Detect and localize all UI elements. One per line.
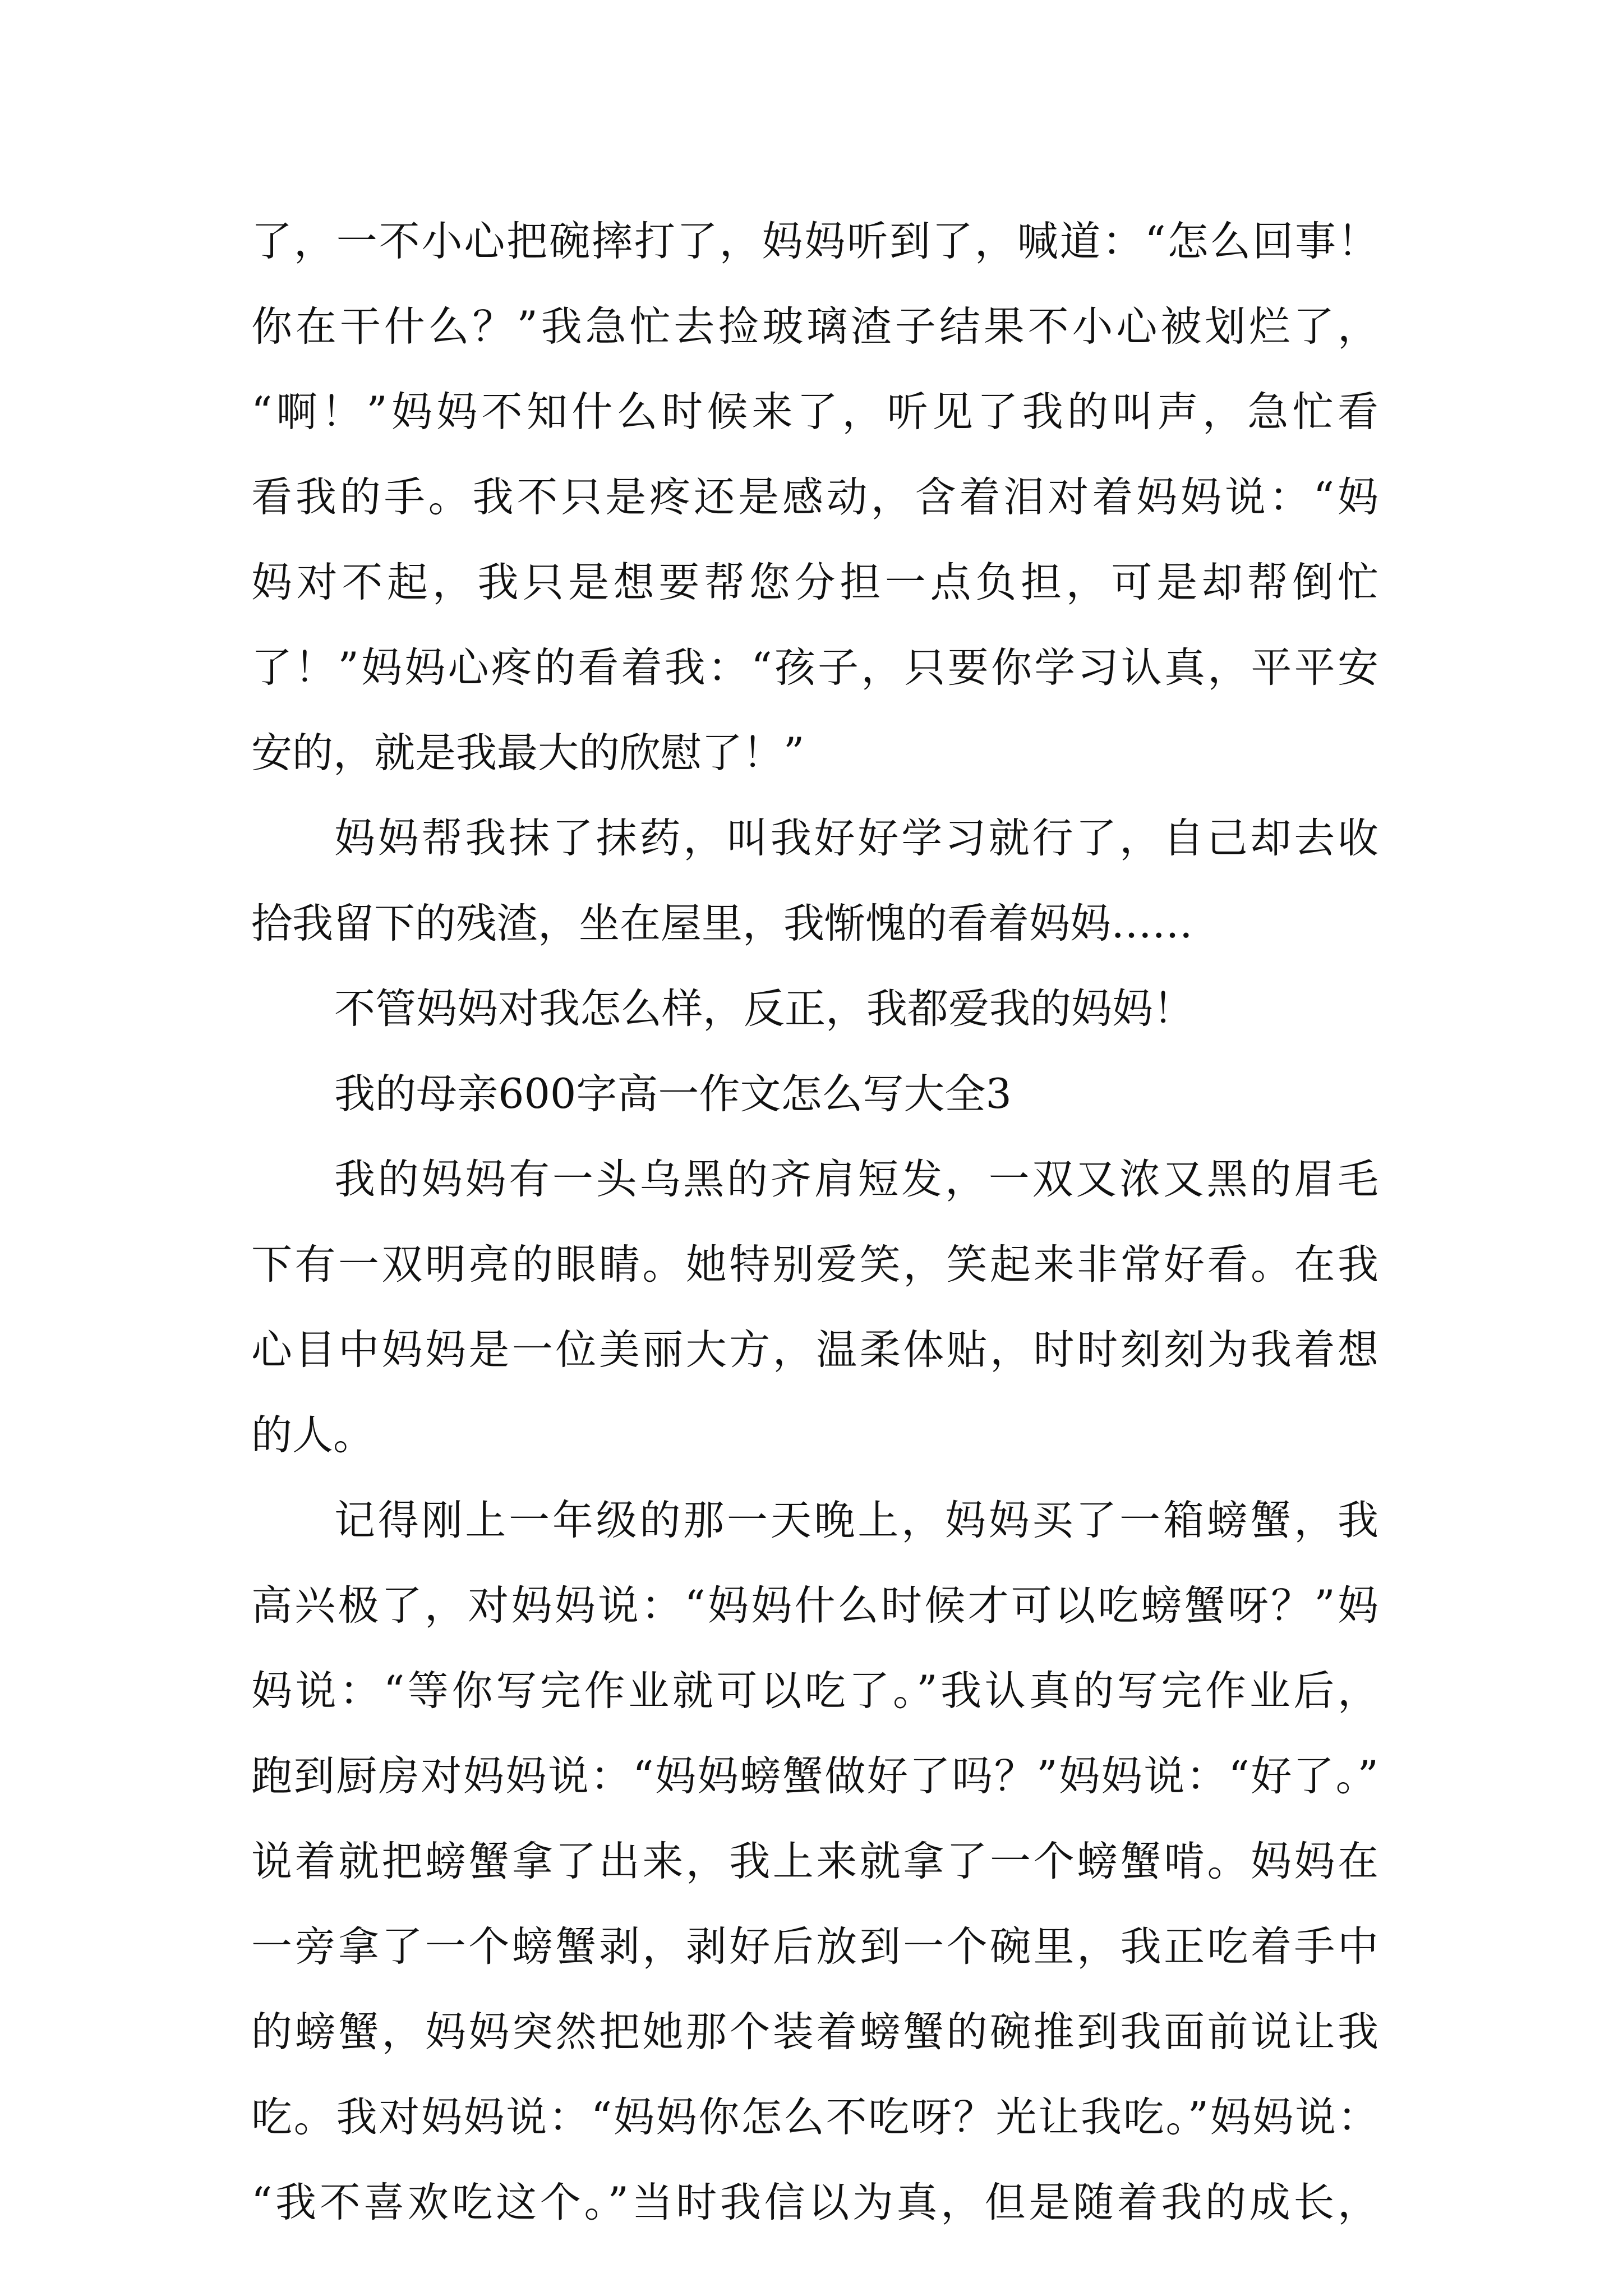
text-line: 安的，就是我最大的欣慰了！” [251,729,805,777]
text-line: 的螃蟹，妈妈突然把她那个装着螃蟹的碗推到我面前说让我 [251,2008,1378,2056]
text-line: 看我的手。我不只是疼还是感动，含着泪对着妈妈说：“妈 [251,473,1378,521]
text-line: 了！”妈妈心疼的看着我：“孩子，只要你学习认真，平平安 [251,644,1378,692]
text-line: 妈对不起，我只是想要帮您分担一点负担，可是却帮倒忙 [251,559,1378,606]
text-line: 下有一双明亮的眼睛。她特别爱笑，笑起来非常好看。在我 [251,1241,1378,1289]
text-line: 心目中妈妈是一位美丽大方，温柔体贴，时时刻刻为我着想 [251,1326,1378,1374]
text-line: 你在干什么？”我急忙去捡玻璃渣子结果不小心被划烂了， [251,303,1378,351]
text-line: 一旁拿了一个螃蟹剥，剥好后放到一个碗里，我正吃着手中 [251,1923,1378,1971]
text-line: 拾我留下的残渣，坐在屋里，我惭愧的看着妈妈…… [251,900,1193,947]
text-line: “啊！”妈妈不知什么时候来了，听见了我的叫声，急忙看 [251,388,1378,436]
text-line: 说着就把螃蟹拿了出来，我上来就拿了一个螃蟹啃。妈妈在 [251,1838,1378,1885]
text-line: “我不喜欢吃这个。”当时我信以为真，但是随着我的成长， [251,2179,1378,2226]
text-line: 妈说：“等你写完作业就可以吃了。”我认真的写完作业后， [251,1667,1378,1715]
text-line: 记得刚上一年级的那一天晚上，妈妈买了一箱螃蟹，我 [334,1497,1378,1544]
text-line: 高兴极了，对妈妈说：“妈妈什么时候才可以吃螃蟹呀？”妈 [251,1582,1378,1630]
text-line: 妈妈帮我抹了抹药，叫我好好学习就行了，自己却去收 [334,815,1378,862]
text-line: 我的妈妈有一头乌黑的齐肩短发，一双又浓又黑的眉毛 [334,1156,1378,1203]
text-line: 了，一不小心把碗摔打了，妈妈听到了，喊道：“怎么回事！ [251,218,1378,265]
text-line: 跑到厨房对妈妈说：“妈妈螃蟹做好了吗？”妈妈说：“好了。” [251,1752,1378,1800]
section-heading: 我的母亲600字高一作文怎么写大全3 [334,1070,1012,1118]
text-line: 吃。我对妈妈说：“妈妈你怎么不吃呀？光让我吃。”妈妈说： [251,2093,1378,2141]
text-line: 不管妈妈对我怎么样，反正，我都爱我的妈妈！ [334,985,1194,1033]
text-line: 的人。 [251,1411,374,1459]
